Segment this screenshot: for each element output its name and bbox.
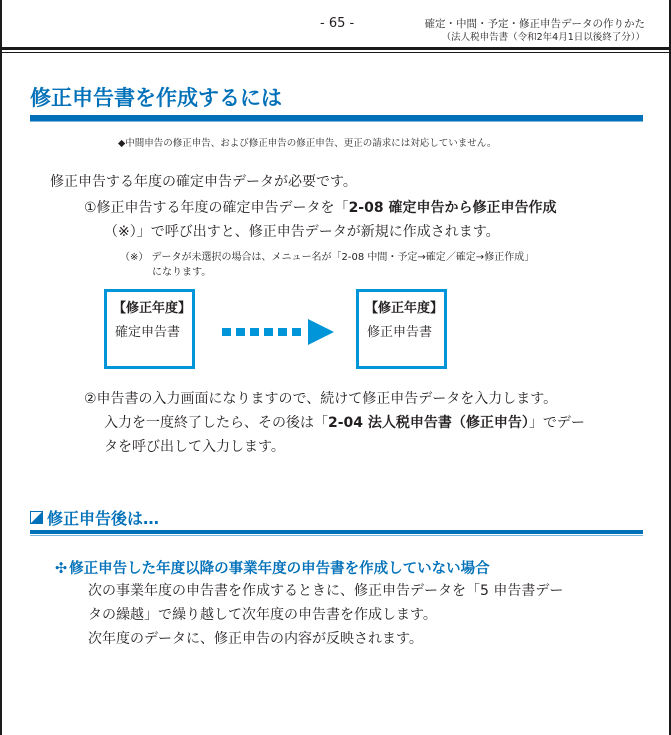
source-box-value: 確定申告書: [115, 325, 181, 340]
case-body: [88, 579, 563, 651]
after-section-underline: [30, 530, 643, 534]
source-box-heading: 【修正年度】: [113, 301, 192, 316]
case-body-line2: タの繰越」で繰り越して次年度の申告書を作成します。: [88, 607, 437, 623]
step-2-text-a: ②申告書の入力画面になりますので、続けて修正申告データを入力します。: [84, 391, 558, 407]
header-rule-thin: [0, 52, 671, 53]
source-box: [104, 289, 195, 369]
case-body-line3: 次年度のデータに、修正申告の内容が反映されます。: [88, 631, 423, 647]
step-2-text-b: [84, 411, 585, 435]
lead-text: 修正申告する年度の確定申告データが必要です。: [50, 174, 357, 190]
result-box-value: 修正申告書: [367, 325, 433, 340]
page-number: - 65 -: [320, 16, 355, 31]
step-1-footnote-line2: になります。: [152, 267, 212, 278]
running-header: [425, 17, 646, 45]
step-2-menu-name: 2-04 法人税申告書（修正申告）: [328, 415, 529, 431]
step-1-footnote: [120, 250, 534, 280]
case-heading: [55, 557, 490, 578]
step-1-text-a: ①修正申告する年度の確定申告データを「: [84, 200, 349, 216]
after-section-title-text: 修正申告後は…: [47, 509, 160, 528]
case-body-line1: 次の事業年度の申告書を作成するときに、修正申告データを「5 申告書デー: [88, 583, 564, 599]
step-1: [84, 196, 556, 244]
half-square-icon: [30, 511, 43, 524]
step-1-footnote-line1: （※） データが未選択の場合は、メニュー名が「2-08 中間・予定→確定／確定→修正作成」: [120, 252, 535, 263]
step-2-text-b1: 入力を一度終了したら、その後は「: [104, 415, 328, 431]
result-box-heading: 【修正年度】: [365, 301, 444, 316]
running-header-subtitle: （法人税申告書（令和2年4月1日以後終了分））: [441, 32, 645, 43]
header-rule: [0, 47, 671, 50]
section-title-underline-thin: [30, 121, 643, 122]
after-section-underline-thin: [30, 535, 643, 536]
step-1-text-b: （※）」で呼び出すと、修正申告データが新規に作成されます。: [104, 224, 500, 240]
step-2: [84, 387, 585, 459]
dotted-arrow-icon: [222, 319, 334, 345]
section-title: 修正申告書を作成するには: [30, 86, 282, 110]
diamond-cross-icon: ✣: [55, 561, 68, 577]
after-section-title: [30, 506, 159, 529]
result-box: [356, 289, 447, 369]
step-1-menu-name: 2-08 確定申告から修正申告作成: [348, 200, 557, 216]
step-2-text-b2: 」でデー: [528, 415, 585, 431]
running-header-title: 確定・中間・予定・修正申告データの作りかた: [424, 18, 645, 30]
page-border-left: [0, 0, 2, 735]
unsupported-note: ◆中間申告の修正申告、および修正申告の修正申告、更正の請求には対応していません。: [118, 138, 497, 149]
case-heading-text: 修正申告した年度以降の事業年度の申告書を作成していない場合: [69, 561, 490, 577]
step-2-text-c: タを呼び出して入力します。: [104, 439, 285, 455]
